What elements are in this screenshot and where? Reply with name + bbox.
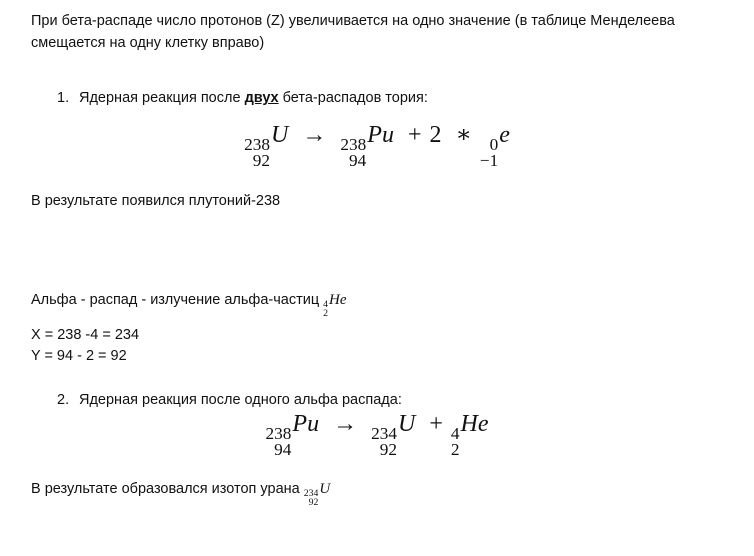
helium-isotope-numbers: 4 2 <box>450 423 460 459</box>
alpha-text: Альфа - распад - излучение альфа-частиц <box>31 292 324 308</box>
u-symbol: U <box>271 122 289 148</box>
pu238-isotope-numbers-2: 238 94 <box>265 423 292 459</box>
helium-notation: 4 2 He <box>323 292 347 320</box>
list-item-1 <box>57 87 428 109</box>
item1-text-after: бета-распадов тория: <box>278 90 428 106</box>
calc-y: Y = 94 - 2 = 92 <box>31 348 127 364</box>
times-sign: ∗ <box>455 122 472 148</box>
alpha-decay-definition <box>31 289 347 319</box>
result-plutonium: В результате появился плутоний-238 <box>31 193 281 209</box>
list-number-2: 2. <box>57 392 70 408</box>
u238-isotope-numbers: 238 92 <box>244 134 271 170</box>
calc-x: X = 238 -4 = 234 <box>31 327 140 343</box>
uranium-notation: 234 92 U <box>303 481 331 509</box>
u234-isotope-numbers: 234 92 <box>371 423 397 459</box>
item2-text: Ядерная реакция после одного альфа распада: <box>79 392 402 408</box>
pu-symbol-2: Pu <box>292 411 320 437</box>
intro-paragraph: При бета-распаде число протонов (Z) увеличивается на одно значение (в таблице Менделеева смещается на одну клетку вправо) <box>31 13 675 51</box>
result2-text: В результате образовался изотоп урана <box>31 481 304 497</box>
pu238-isotope-numbers: 238 94 <box>340 134 367 170</box>
list-item-2 <box>57 389 402 411</box>
result-uranium <box>31 478 330 508</box>
item1-emphasis: двух <box>244 90 279 106</box>
electron-numbers: 0 −1 <box>479 134 499 170</box>
pu-symbol: Pu <box>367 122 394 148</box>
reaction-arrow: → <box>302 122 327 148</box>
equation-alpha-decay <box>0 411 754 458</box>
item1-text-before: Ядерная реакция после <box>79 90 245 106</box>
plus-sign-2: + <box>429 411 443 437</box>
list-number-1: 1. <box>57 90 70 106</box>
electron-symbol: e <box>499 122 510 148</box>
u-symbol-2: U <box>397 411 416 437</box>
helium-symbol: He <box>460 411 489 437</box>
coefficient: 2 <box>429 122 442 148</box>
plus-sign: + <box>407 122 422 148</box>
equation-beta-decay <box>0 120 754 169</box>
reaction-arrow-2: → <box>333 411 358 437</box>
